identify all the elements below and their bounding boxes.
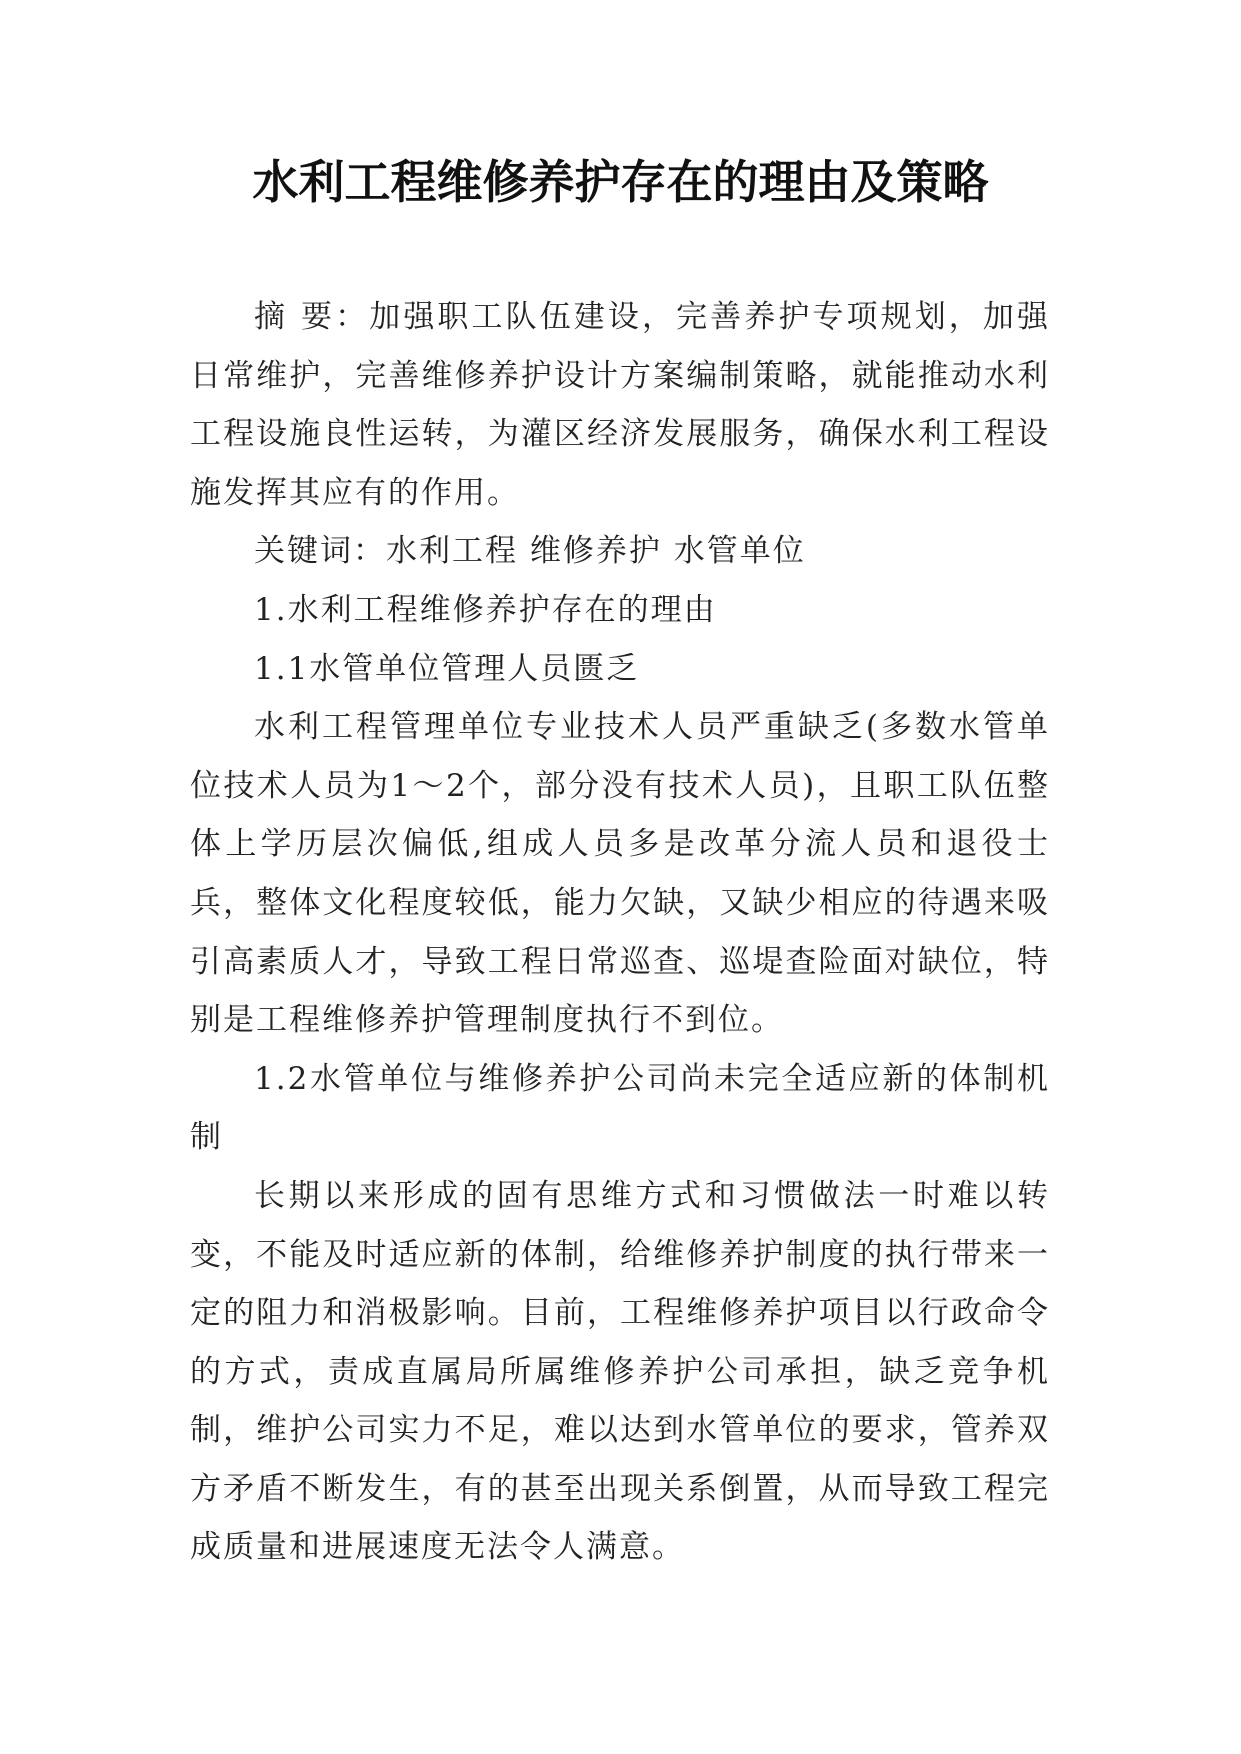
keywords-line: 关键词：水利工程 维修养护 水管单位: [254, 533, 806, 570]
section-heading-1: 1.水利工程维修养护存在的理由: [254, 591, 717, 628]
document-title: 水利工程维修养护存在的理由及策略: [252, 155, 989, 209]
subsection-heading-1-2: 1.2水管单位与维修养护公司尚未完全适应新的体制机制: [190, 1060, 1050, 1156]
body-paragraph: 水利工程管理单位专业技术人员严重缺乏(多数水管单位技术人员为1～2个，部分没有技术人员)，且职工队伍整体上学历层次偏低,组成人员多是改革分流人员和退役士兵，整体文化程度较低，能力欠缺，又缺少相应的待遇来吸引高素质人才，导致工程日常巡查、巡堤查险面对缺位，特别是工程维修养护管理制度执行不到位。: [190, 709, 1050, 1039]
document-body: [190, 288, 1050, 1577]
subsection-heading-1-1: 1.1水管单位管理人员匮乏: [254, 650, 640, 687]
body-paragraph: 长期以来形成的固有思维方式和习惯做法一时难以转变，不能及时适应新的体制，给维修养护制度的执行带来一定的阻力和消极影响。目前，工程维修养护项目以行政命令的方式，责成直属局所属维修养护公司承担，缺乏竞争机制，维护公司实力不足，难以达到水管单位的要求，管养双方矛盾不断发生，有的甚至出现关系倒置，从而导致工程完成质量和进展速度无法令人满意。: [190, 1177, 1050, 1566]
abstract-paragraph: 摘 要：加强职工队伍建设，完善养护专项规划，加强日常维护，完善维修养护设计方案编制策略，就能推动水利工程设施良性运转，为灌区经济发展服务，确保水利工程设施发挥其应有的作用。: [190, 299, 1050, 511]
